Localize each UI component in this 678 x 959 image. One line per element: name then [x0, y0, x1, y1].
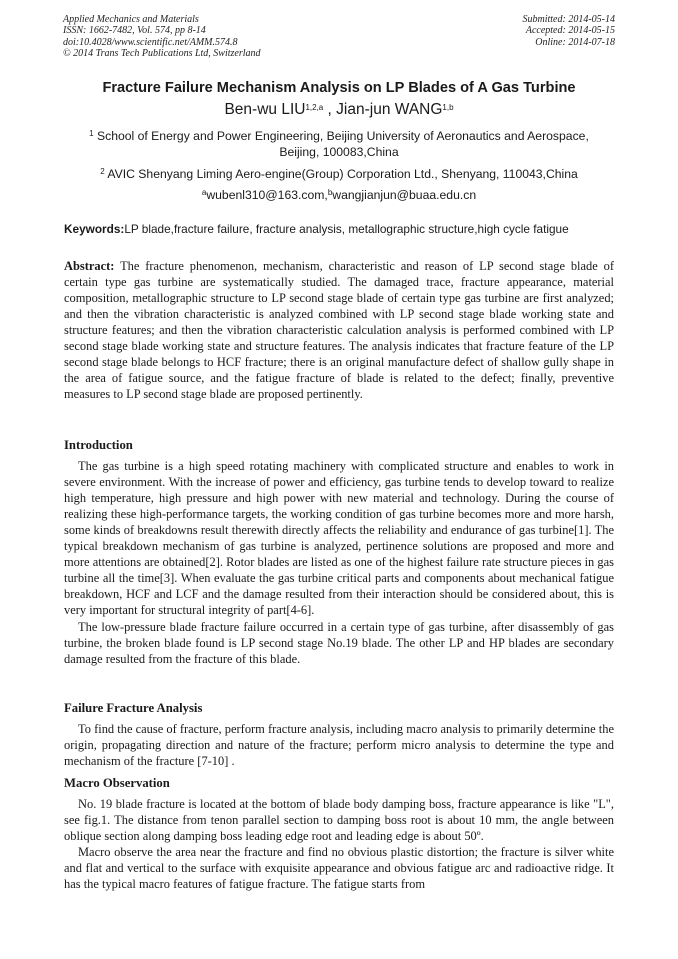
section-heading: Failure Fracture Analysis	[64, 701, 203, 715]
section-macro-observation	[64, 775, 614, 892]
affiliation-1	[70, 128, 608, 161]
email-b-marker: b	[327, 188, 333, 197]
section-heading: Macro Observation	[64, 776, 170, 790]
email-a: wubenl310@163.com,	[206, 188, 328, 202]
email-a-marker: a	[201, 188, 207, 197]
accepted-date: Accepted: 2014-05-15	[525, 25, 615, 37]
paragraph: Macro observe the area near the fracture and find no obvious plastic distortion; the fracture is silver white and flat and vertical to the surface with exquisite appearance and obvious fatigue arc and radioactive ridge. It has the typical macro features of fatigue fracture. The fatigue starts from	[64, 845, 614, 892]
paragraph: To find the cause of fracture, perform fracture analysis, including macro analysis to primarily determine the origin, propagating direction and nature of the fracture; perform micro analysis to determine the type and mechanism of the fracture [7-10] .	[64, 722, 614, 769]
paragraph: The gas turbine is a high speed rotating machinery with complicated structure and enables to work in severe environment. With the increase of power and efficiency, gas turbine tends to develop toward to realize high temperature, high pressure and high power with new material and technology. During the course of realizing these high-performance targets, the working condition of gas turbine becomes more and more harsh, some kinds of breakdowns result therewith directly affects the reliability and endurance of gas turbine[1]. The typical breakdown mechanism of gas turbine is analyzed, pertinence solutions are proposed and more and more attentions are obtained[2]. Rotor blades are listed as one of the highest failure rate structure pieces in gas turbine all the time[3]. When evaluate the gas turbine critical parts and components about mechanical fatigue breakdown, HCF and LCF and the damage resulted from their interaction should be considered about, this is very important for structural integrity of part[4-6].	[64, 459, 614, 618]
journal-info	[63, 14, 261, 60]
keywords-text: LP blade,fracture failure, fracture analysis, metallographic structure,high cycle fatigue	[124, 222, 569, 236]
section-introduction	[64, 437, 614, 667]
affiliation-1-text: School of Energy and Power Engineering, Beijing University of Aeronautics and Aerospace, Beijing, 100083,China	[93, 129, 589, 160]
keywords	[64, 222, 616, 236]
section-failure-fracture-analysis	[64, 700, 614, 769]
paragraph: No. 19 blade fracture is located at the bottom of blade body damping boss, fracture appearance is like "L", see fig.1. The distance from tenon parallel section to damping boss root is about 10 mm, the angle between oblique section along damping boss leading edge root and leading edge is about 50º.	[64, 797, 614, 844]
author-2-affiliation: 1,b	[442, 103, 454, 112]
email-line	[70, 187, 608, 203]
author-2-name: Jian-jun WANG	[336, 101, 443, 118]
author-separator: ,	[323, 101, 337, 118]
online-date: Online: 2014-07-18	[535, 36, 615, 48]
abstract	[64, 258, 614, 402]
affiliation-2	[70, 166, 608, 182]
affiliation-1-marker: 1	[89, 129, 94, 138]
journal-name: Applied Mechanics and Materials	[63, 14, 199, 25]
journal-issn: ISSN: 1662-7482, Vol. 574, pp 8-14	[63, 25, 206, 37]
journal-doi: doi:10.4028/www.scientific.net/AMM.574.8	[63, 36, 238, 48]
paper-title: Fracture Failure Mechanism Analysis on LP Blades of A Gas Turbine	[102, 80, 576, 96]
email-b: wangjianjun@buaa.edu.cn	[332, 188, 477, 202]
author-1-name: Ben-wu LIU	[224, 101, 306, 118]
affiliation-2-marker: 2	[100, 167, 105, 176]
affiliation-2-text: AVIC Shenyang Liming Aero-engine(Group) Corporation Ltd., Shenyang, 110043,China	[104, 167, 578, 181]
keywords-label: Keywords:	[64, 222, 125, 236]
submission-dates	[523, 14, 616, 48]
author-line	[40, 101, 638, 119]
section-heading: Introduction	[64, 438, 133, 452]
abstract-text: The fracture phenomenon, mechanism, characteristic and reason of LP second stage blade of certain type gas turbine are systematically studied. The damaged trace, fracture appearance, material composition, metallographic structure to LP second stage blade of certain type gas turbine are first analyzed; and then the vibration characteristic is analyzed combined with LP second stage blade working state and structure features; and then the vibration characteristic calculation analysis is performed combined with LP second stage blade working state and structure features. The analysis indicates that fracture feature of the LP second stage blade belongs to HCF fracture; there is an original manufacture defect of shallow gully shape in the area of fatigue source, and the fatigue fracture of blade is related to the defect; finally, preventive measures to LP second stage blade are proposed pertinently.	[64, 259, 614, 402]
abstract-label: Abstract:	[64, 259, 115, 273]
journal-copyright: © 2014 Trans Tech Publications Ltd, Switzerland	[63, 48, 261, 60]
submitted-date: Submitted: 2014-05-14	[522, 14, 615, 25]
author-1-affiliation: 1,2,a	[305, 103, 324, 112]
paragraph: The low-pressure blade fracture failure occurred in a certain type of gas turbine, after disassembly of gas turbine, the broken blade found is LP second stage No.19 blade. The other LP and HP blades are secondary damage resulted from the fracture of this blade.	[64, 619, 614, 666]
